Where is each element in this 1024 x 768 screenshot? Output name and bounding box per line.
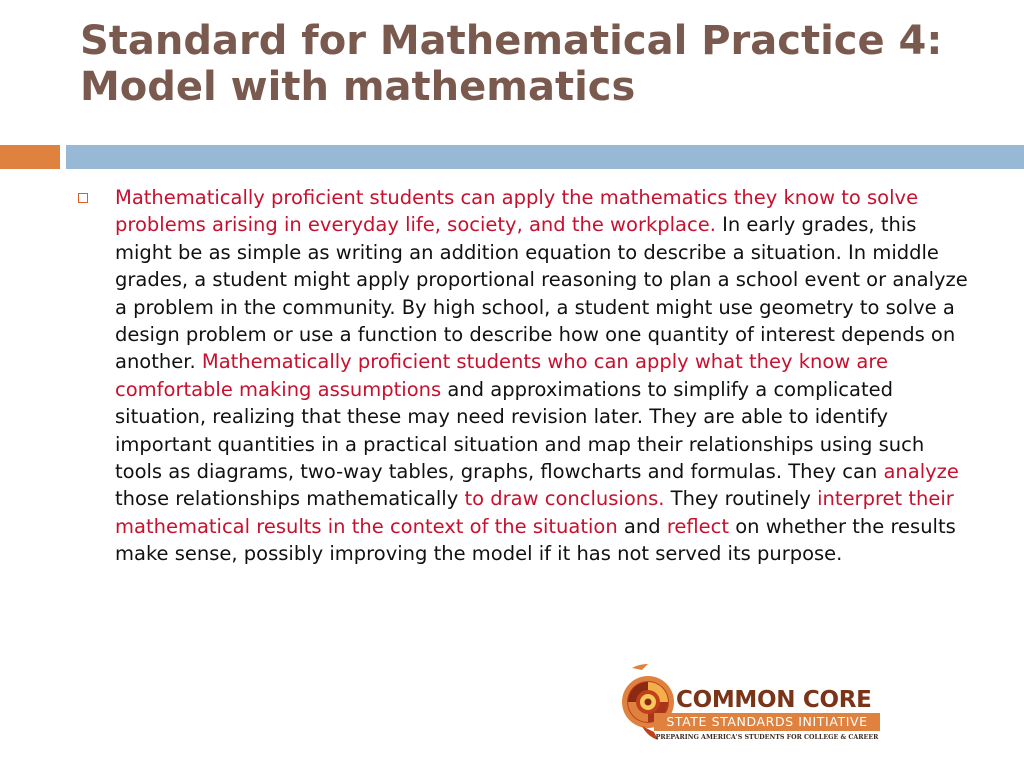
- slide-title: [80, 18, 1000, 110]
- slide-title-line-1: Standard for Mathematical Practice 4:: [80, 18, 943, 64]
- highlighted-text: reflect: [666, 514, 730, 538]
- accent-band-orange: [0, 145, 60, 169]
- body-text: and: [617, 514, 667, 538]
- body-text: those relationships mathematically: [115, 487, 465, 511]
- logo-subtitle: STATE STANDARDS INITIATIVE: [654, 713, 880, 731]
- body-text: and approximations to simplify a complicated situation, realizing that these may need revision later. They are able to identify important quantities in a practical situation and map their relationships using such tools as diagrams, two-way tables, graphs, flowcharts and formulas. They can: [115, 377, 925, 484]
- highlighted-text: to draw conclusions.: [464, 487, 665, 511]
- bullet-text: [115, 184, 977, 568]
- highlighted-text: Mathematically proficient students can apply the mathematics they know to solve problems arising in everyday life, society, and the workplace.: [115, 186, 919, 237]
- highlighted-text: Mathematically proficient students who can apply what they know are comfortable making assumptions: [115, 350, 888, 401]
- body-text: on whether the results make sense, possibly improving the model if it has not served its purpose.: [115, 514, 956, 566]
- highlighted-text: interpret their mathematical results in the context of the situation: [115, 487, 954, 538]
- body-text: They routinely: [664, 487, 818, 511]
- slide-title-line-2: Model with mathematics: [80, 64, 636, 110]
- hollow-square-bullet-icon: [78, 193, 88, 203]
- accent-band-blue: [66, 145, 1024, 169]
- logo-name: COMMON CORE: [676, 687, 872, 713]
- common-core-logo: [618, 660, 882, 744]
- highlighted-text: analyze: [883, 460, 959, 484]
- body-text: In early grades, this might be as simple as writing an addition equation to describe a situation. In middle grades, a student might apply proportional reasoning to plan a school event or analyze a problem in the community. By high school, a student might use geometry to solve a design problem or use a function to describe how one quantity of interest depends on another.: [115, 213, 968, 374]
- logo-tagline: PREPARING AMERICA'S STUDENTS FOR COLLEGE & CAREER: [655, 734, 879, 741]
